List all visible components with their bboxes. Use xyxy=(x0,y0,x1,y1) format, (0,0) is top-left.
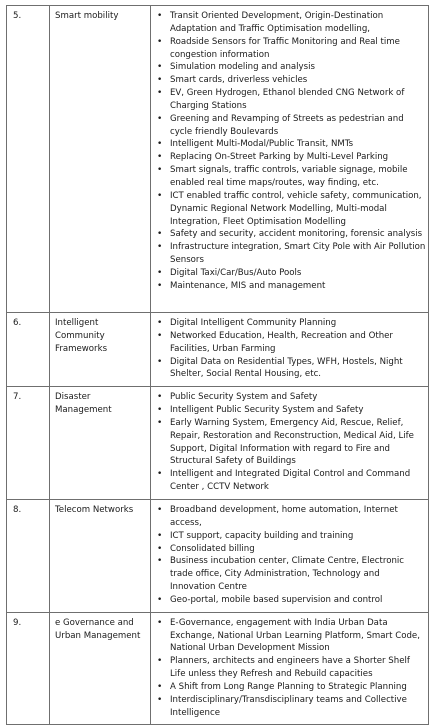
row-number: 5. xyxy=(7,6,50,313)
bullet-list xyxy=(155,391,426,494)
row-topic: Intelligent Community Frameworks xyxy=(50,313,151,387)
bullet-item: • A Shift from Long Range Planning to Strategic Planning xyxy=(155,681,426,694)
bullet-item: • Maintenance, MIS and management xyxy=(155,280,426,293)
row-number: 8. xyxy=(7,499,50,612)
table-row xyxy=(7,313,429,387)
bullet-item: • Transit Oriented Development, Origin-Destination Adaptation and Traffic Optimisation modelling, xyxy=(155,10,426,36)
bullet-item: • Digital Intelligent Community Planning xyxy=(155,317,426,330)
row-number: 6. xyxy=(7,313,50,387)
bullet-item: • Simulation modeling and analysis xyxy=(155,61,426,74)
row-number: 7. xyxy=(7,387,50,500)
bullet-item: • Planners, architects and engineers have a Shorter Shelf Life unless they Refresh and Rebuild capacities xyxy=(155,655,426,681)
bullet-item: • Broadband development, home automation, Internet access, xyxy=(155,504,426,530)
row-number: 9. xyxy=(7,612,50,725)
bullet-item: • Consolidated billing xyxy=(155,543,426,556)
bullet-item: • Digital Taxi/Car/Bus/Auto Pools xyxy=(155,267,426,280)
table-row xyxy=(7,612,429,725)
bullet-item: • Intelligent Multi-Modal/Public Transit, NMTs xyxy=(155,138,426,151)
row-topic: Disaster Management xyxy=(50,387,151,500)
row-topic: Smart mobility xyxy=(50,6,151,313)
bullet-item: • Digital Data on Residential Types, WFH, Hostels, Night Shelter, Social Rental Housing, etc. xyxy=(155,356,426,382)
bullet-item: • Smart signals, traffic controls, variable signage, mobile enabled real time maps/routes, way finding, etc. xyxy=(155,164,426,190)
row-items xyxy=(151,387,429,500)
row-items xyxy=(151,612,429,725)
bullet-list xyxy=(155,317,426,381)
bullet-item: • Safety and security, accident monitoring, forensic analysis xyxy=(155,228,426,241)
bullet-item: • Replacing On-Street Parking by Multi-Level Parking xyxy=(155,151,426,164)
bullet-item: • Early Warning System, Emergency Aid, Rescue, Relief, Repair, Restoration and Reconstruction, Medical Aid, Life Support, Digital Information with regard to Fire and Structural Safety of Buildings xyxy=(155,417,426,468)
bullet-item: • Greening and Revamping of Streets as pedestrian and cycle friendly Boulevards xyxy=(155,113,426,139)
bullet-item: • ICT support, capacity building and training xyxy=(155,530,426,543)
bullet-list xyxy=(155,617,426,720)
bullet-item: • Public Security System and Safety xyxy=(155,391,426,404)
bullet-list xyxy=(155,504,426,607)
bullet-item: • Geo-portal, mobile based supervision and control xyxy=(155,594,426,607)
table-body xyxy=(7,6,429,725)
bullet-item: • Intelligent Public Security System and Safety xyxy=(155,404,426,417)
row-topic: Telecom Networks xyxy=(50,499,151,612)
row-items xyxy=(151,499,429,612)
bullet-item: • EV, Green Hydrogen, Ethanol blended CNG Network of Charging Stations xyxy=(155,87,426,113)
bullet-item: • Roadside Sensors for Traffic Monitoring and Real time congestion information xyxy=(155,36,426,62)
row-topic: e Governance and Urban Management xyxy=(50,612,151,725)
bullet-item: • Networked Education, Health, Recreation and Other Facilities, Urban Farming xyxy=(155,330,426,356)
bullet-item: • E-Governance, engagement with India Urban Data Exchange, National Urban Learning Platform, Smart Code, National Urban Development Mission xyxy=(155,617,426,656)
bullet-item: • Infrastructure integration, Smart City Pole with Air Pollution Sensors xyxy=(155,241,426,267)
row-items xyxy=(151,313,429,387)
table-row xyxy=(7,499,429,612)
bullet-list xyxy=(155,10,426,293)
bullet-item: • Business incubation center, Climate Centre, Electronic trade office, City Administration, Technology and Innovation Centre xyxy=(155,555,426,594)
row-items xyxy=(151,6,429,313)
urban-components-table xyxy=(6,5,429,725)
table-row xyxy=(7,6,429,313)
bullet-item: • Intelligent and Integrated Digital Control and Command Center , CCTV Network xyxy=(155,468,426,494)
bullet-item: • Interdisciplinary/Transdisciplinary teams and Collective Intelligence xyxy=(155,694,426,720)
table-row xyxy=(7,387,429,500)
bullet-item: • Smart cards, driverless vehicles xyxy=(155,74,426,87)
bullet-item: • ICT enabled traffic control, vehicle safety, communication, Dynamic Regional Network Modelling, Multi-modal Integration, Fleet Optimisation Modelling xyxy=(155,190,426,229)
